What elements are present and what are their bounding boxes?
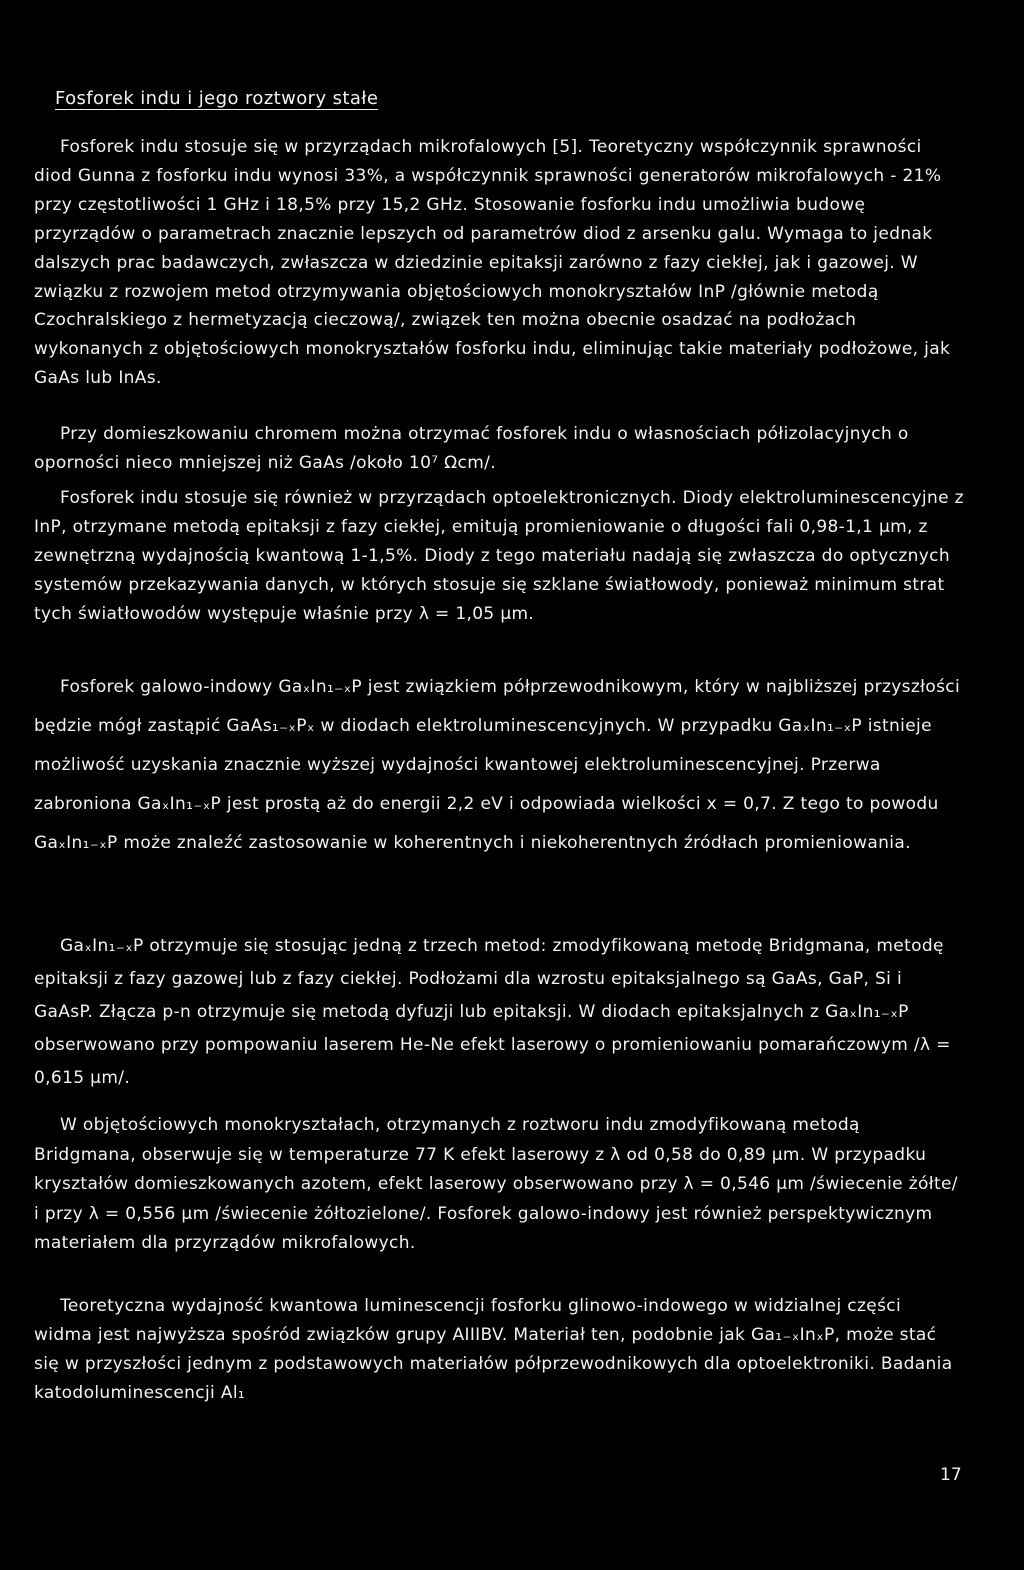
page-number: 17: [940, 1465, 962, 1485]
paragraph-6-text: W objętościowych monokryształach, otrzymanych z roztworu indu zmodyfikowaną metodą Bridgmana, obserwuje się w temperaturze 77 K efekt laserowy z λ od 0,58 do 0,89 μm. W przypadku kryształów domieszkowanych azotem, efekt laserowy obserwowano przy λ = 0,546 μm /świecenie żółte/ i przy λ = 0,556 μm /świecenie żółtozielone/. Fosforek galowo-indowy jest również perspektywicznym materiałem dla przyrządów mikrofalowych.: [34, 1115, 958, 1253]
paragraph-7-text: Teoretyczna wydajność kwantowa luminescencji fosforku glinowo-indowego w widzialnej części widma jest najwyższa spośród związków grupy AIIIBV. Materiał ten, podobnie jak Ga₁₋ₓInₓP, może stać się w przyszłości jednym z podstawowych materiałów półprzewodnikowych dla optoelektroniki. Badania katodoluminescencji Al₁: [34, 1296, 953, 1403]
paragraph-3: [34, 484, 964, 629]
paragraph-1-text: Fosforek indu stosuje się w przyrządach mikrofalowych [5]. Teoretyczny współczynnik sprawności diod Gunna z fosforku indu wynosi 33%, a współczynnik sprawności generatorów mikrofalowych - 21% przy częstotliwości 1 GHz i 18,5% przy 15,2 GHz. Stosowanie fosforku indu umożliwia budowę przyrządów o parametrach znacznie lepszych od parametrów diod z arsenku galu. Wymaga to jednak dalszych prac badawczych, zwłaszcza w dziedzinie epitaksji zarówno z fazy ciekłej, jak i gazowej. W związku z rozwojem metod otrzymywania objętościowych monokryształów InP /głównie metodą Czochralskiego z hermetyzacją cieczową/, związek ten można obecnie osadzać na podłożach wykonanych z objętościowych monokryształów fosforku indu, eliminując takie materiały podłożowe, jak GaAs lub InAs.: [34, 137, 951, 389]
paragraph-7: [34, 1292, 964, 1408]
paragraph-5: [34, 930, 964, 1095]
paragraph-4-text: Fosforek galowo-indowy GaₓIn₁₋ₓP jest związkiem półprzewodnikowym, który w najbliższej przyszłości będzie mógł zastąpić GaAs₁₋ₓPₓ w diodach elektroluminescencyjnych. W przypadku GaₓIn₁₋ₓP istnieje możliwość uzyskania znacznie wyższej wydajności kwantowej elektroluminescencyjnej. Przerwa zabroniona GaₓIn₁₋ₓP jest prostą aż do energii 2,2 eV i odpowiada wielkości x = 0,7. Z tego to powodu GaₓIn₁₋ₓP może znaleźć zastosowanie w koherentnych i niekoherentnych źródłach promieniowania.: [34, 677, 961, 853]
paragraph-2-text: Przy domieszkowaniu chromem można otrzymać fosforek indu o własnościach półizolacyjnych o oporności nieco mniejszej niż GaAs /około 10⁷ Ωcm/.: [34, 424, 909, 473]
paragraph-2: [34, 420, 964, 478]
paragraph-1: [34, 133, 964, 393]
section-heading: Fosforek indu i jego roztwory stałe: [55, 88, 379, 109]
paragraph-3-text: Fosforek indu stosuje się również w przyrządach optoelektronicznych. Diody elektroluminescencyjne z InP, otrzymane metodą epitaksji z fazy ciekłej, emitują promieniowanie o długości fali 0,98-1,1 μm, z zewnętrzną wydajnością kwantową 1-1,5%. Diody z tego materiału nadają się zwłaszcza do optycznych systemów przekazywania danych, w których stosuje się szklane światłowody, ponieważ minimum strat tych światłowodów występuje właśnie przy λ = 1,05 μm.: [34, 488, 964, 624]
paragraph-6: [34, 1111, 964, 1259]
paragraph-5-text: GaₓIn₁₋ₓP otrzymuje się stosując jedną z trzech metod: zmodyfikowaną metodę Bridgmana, metodę epitaksji z fazy gazowej lub z fazy ciekłej. Podłożami dla wzrostu epitaksjalnego są GaAs, GaP, Si i GaAsP. Złącza p-n otrzymuje się metodą dyfuzji lub epitaksji. W diodach epitaksjalnych z GaₓIn₁₋ₓP obserwowano przy pompowaniu laserem He-Ne efekt laserowy o promieniowaniu pomarańczowym /λ = 0,615 μm/.: [34, 936, 951, 1088]
paragraph-4: [34, 668, 964, 863]
